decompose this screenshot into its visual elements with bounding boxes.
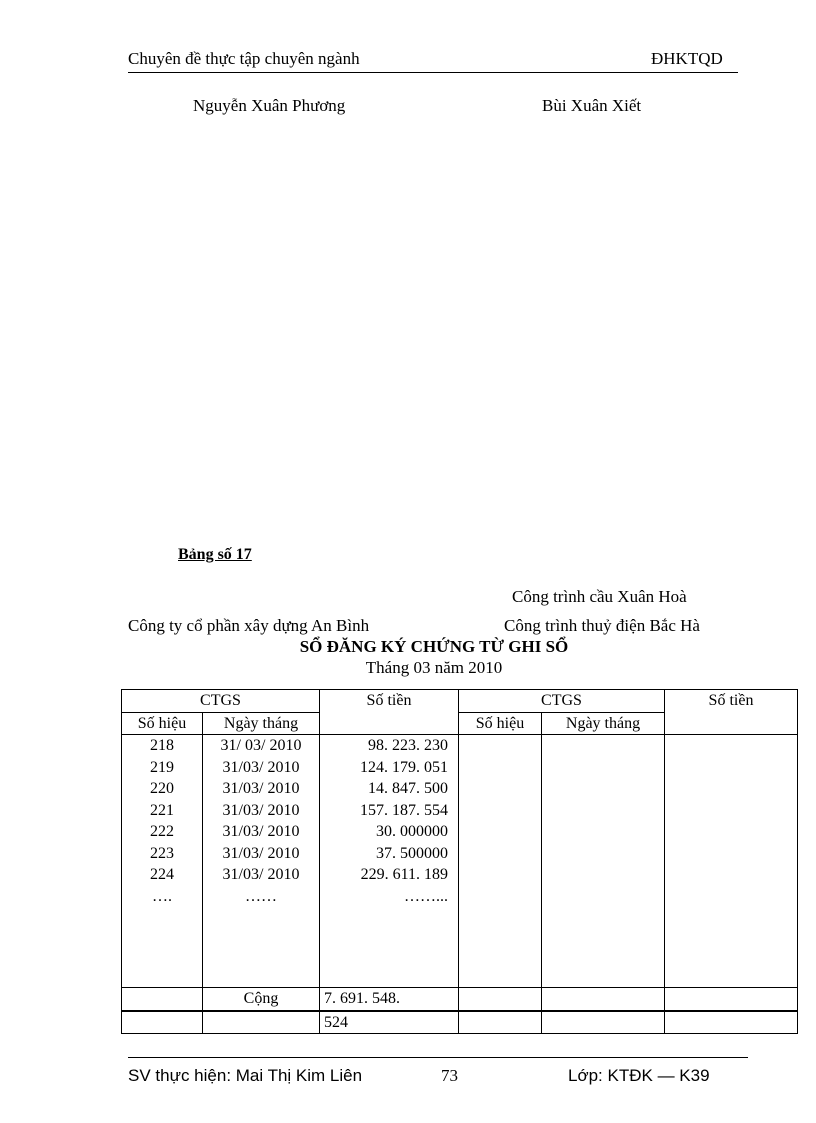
- col-date-left: Ngày tháng: [203, 712, 320, 735]
- col-number-right: Số hiệu: [459, 712, 542, 735]
- project-name-1: Công trình cầu Xuân Hoà: [512, 587, 687, 606]
- total-amount-cont: 524: [320, 1011, 459, 1034]
- table-row: 224 31/03/ 2010 229. 611. 189: [122, 864, 798, 886]
- table-row-ellipsis: …. …… ……...: [122, 886, 798, 908]
- table-row: 223 31/03/ 2010 37. 500000: [122, 843, 798, 865]
- total-amount: 7. 691. 548.: [320, 988, 459, 1011]
- total-label: Cộng: [203, 988, 320, 1011]
- col-date-right: Ngày tháng: [542, 712, 665, 735]
- footer-page-number: 73: [441, 1066, 458, 1085]
- header-divider: [128, 72, 738, 73]
- footer-divider: [128, 1057, 748, 1058]
- total-row-continued: [122, 1011, 798, 1034]
- register-table: [121, 689, 798, 1034]
- ctgs-header-left: CTGS: [122, 690, 320, 713]
- footer-student: SV thực hiện: Mai Thị Kim Liên: [128, 1066, 363, 1085]
- company-name: Công ty cổ phần xây dựng An Bình: [128, 616, 370, 635]
- header-left: Chuyên đề thực tập chuyên ngành: [128, 49, 360, 68]
- table-caption: Bảng số 17: [178, 546, 252, 563]
- project-name-2: Công trình thuỷ điện Bắc Hà: [504, 616, 700, 635]
- footer-class: Lớp: KTĐK — K39: [568, 1066, 710, 1085]
- table-row: 220 31/03/ 2010 14. 847. 500: [122, 778, 798, 800]
- table-row: 218 31/ 03/ 2010 98. 223. 230: [122, 735, 798, 757]
- signature-right: Bùi Xuân Xiết: [542, 96, 642, 115]
- total-row: [122, 988, 798, 1011]
- header-right: ĐHKTQD: [651, 49, 723, 68]
- table-row: 219 31/03/ 2010 124. 179. 051: [122, 757, 798, 779]
- signature-left: Nguyễn Xuân Phương: [193, 96, 346, 115]
- document-title: SỔ ĐĂNG KÝ CHỨNG TỪ GHI SỔ: [299, 637, 569, 656]
- amount-header-left: Số tiền: [320, 690, 459, 713]
- ctgs-header-right: CTGS: [459, 690, 665, 713]
- col-number-left: Số hiệu: [122, 712, 203, 735]
- table-row: 222 31/03/ 2010 30. 000000: [122, 821, 798, 843]
- document-subtitle: Tháng 03 năm 2010: [365, 658, 503, 677]
- amount-header-right: Số tiền: [665, 690, 798, 713]
- table-row: 221 31/03/ 2010 157. 187. 554: [122, 800, 798, 822]
